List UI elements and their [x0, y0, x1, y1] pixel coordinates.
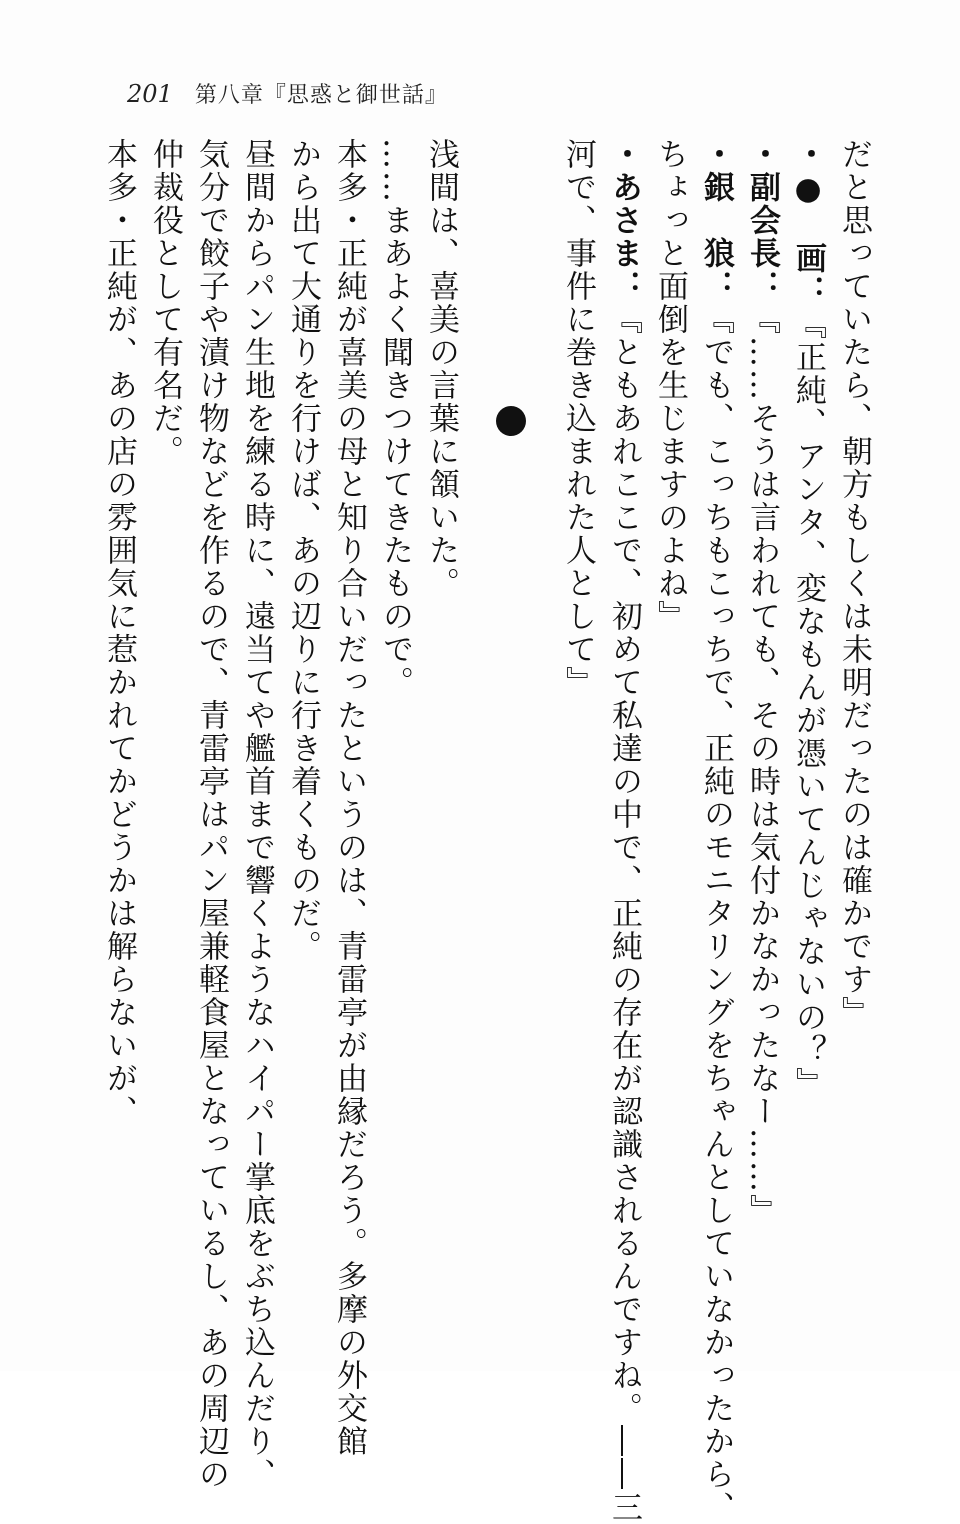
dialogue-text: 『でも、こっちもこっちで、正純のモニタリングをちゃんとしていなかったから、	[698, 303, 734, 1524]
narrative-line: 浅間は、喜美の言葉に頷いた。	[423, 138, 459, 600]
dialogue-text: 『正純、アンタ、変なもんが憑いてんじゃないの？』	[790, 308, 826, 1100]
speaker-label: ・副会長：	[744, 138, 780, 303]
narrative-line: から出て大通りを行けば、あの辺りに行き着くものだ。	[285, 138, 321, 963]
section-break-bullet	[496, 406, 526, 436]
page-number: 201	[127, 80, 173, 108]
narrative-line: 昼間からパン生地を練る時に、遠当てや艦首まで響くようなハイパー掌底をぶち込んだり、	[239, 138, 275, 1491]
dialogue-line	[697, 138, 735, 1524]
speaker-label: ・銀 狼：	[698, 138, 734, 303]
chapter-title: 第八章『思惑と御世話』	[194, 83, 448, 108]
dialogue-text: 『ともあれここで、初めて私達の中で、正純の存在が認識されるんですね。――三	[606, 303, 642, 1524]
vertical-body-text	[100, 138, 880, 1524]
dialogue-line	[789, 138, 827, 1298]
dialogue-text: だと思っていたら、朝方もしくは未明だったのは確かです』	[836, 138, 872, 1029]
dialogue-line	[651, 138, 689, 1298]
dialogue-line	[605, 138, 643, 1524]
narrative-line: 本多・正純が喜美の母と知り合いだったというのは、青雷亭が由縁だろう。多摩の外交館	[331, 138, 367, 1458]
narrative-line: 本多・正純が、あの店の雰囲気に惹かれてかどうかは解らないが、	[101, 138, 137, 1128]
dialogue-line	[559, 138, 597, 1298]
narrative-line: ……まあよく聞きつけてきたもので。	[377, 138, 413, 699]
running-header	[127, 78, 448, 110]
dialogue-text: 『……そうは言われても、その時は気付かなかったなー……』	[744, 303, 780, 1227]
dialogue-text: 河で、事件に巻き込まれた人として』	[560, 138, 596, 699]
speaker-label: ・● 画：	[790, 138, 826, 308]
dialogue-text: ちょっと面倒を生じますのよね』	[652, 138, 688, 633]
narrative-line: 仲裁役として有名だ。	[147, 138, 183, 468]
dialogue-line	[835, 138, 873, 1298]
speaker-label: ・あさま：	[606, 138, 642, 303]
dialogue-line	[743, 138, 781, 1298]
narrative-line: 気分で餃子や漬け物などを作るので、青雷亭はパン屋兼軽食屋となっているし、あの周辺の	[193, 138, 229, 1491]
